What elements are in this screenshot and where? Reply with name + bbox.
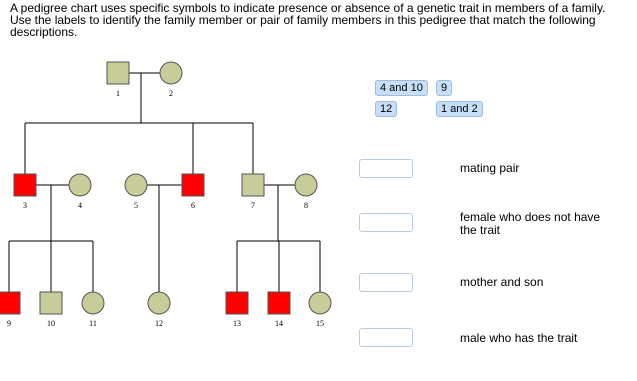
pedigree-label-3: 3 [23, 201, 27, 210]
pedigree-label-13: 13 [233, 319, 241, 328]
description-male-with-trait: male who has the trait [460, 331, 578, 345]
pedigree-member-8 [295, 174, 317, 196]
pedigree-member-12 [148, 292, 170, 314]
pedigree-label-14: 14 [275, 319, 283, 328]
answer-dropzone-4[interactable] [359, 328, 413, 347]
pedigree-member-5 [125, 174, 147, 196]
pedigree-label-9: 9 [7, 319, 11, 328]
pedigree-member-14 [268, 292, 290, 314]
pedigree-label-11: 11 [89, 319, 97, 328]
chip-9[interactable]: 9 [436, 80, 452, 96]
description-mother-and-son: mother and son [460, 275, 544, 289]
description-mating-pair: mating pair [460, 161, 520, 175]
chip-4-and-10[interactable]: 4 and 10 [375, 80, 428, 96]
chip-12[interactable]: 12 [375, 101, 397, 117]
chip-1-and-2[interactable]: 1 and 2 [436, 101, 483, 117]
pedigree-member-6 [182, 174, 204, 196]
pedigree-member-9 [0, 292, 20, 314]
pedigree-member-4 [69, 174, 91, 196]
pedigree-member-1 [107, 62, 129, 84]
pedigree-label-15: 15 [316, 319, 324, 328]
answer-dropzone-1[interactable] [359, 159, 413, 178]
pedigree-label-2: 2 [169, 89, 173, 98]
instructions-text: A pedigree chart uses specific symbols to indicate presence or absence of a genetic trait in members of a family. Use the labels to identify the family member or pair of family members in this pedigree that match the following descriptions. [10, 1, 606, 39]
pedigree-label-7: 7 [251, 201, 255, 210]
pedigree-label-4: 4 [78, 201, 82, 210]
pedigree-label-5: 5 [134, 201, 138, 210]
pedigree-member-11 [82, 292, 104, 314]
pedigree-member-2 [160, 62, 182, 84]
pedigree-member-10 [40, 292, 62, 314]
answer-dropzone-3[interactable] [359, 273, 413, 292]
pedigree-member-15 [309, 292, 331, 314]
description-female-no-trait: female who does not have the trait [460, 210, 601, 237]
pedigree-member-3 [14, 174, 36, 196]
pedigree-label-1: 1 [116, 89, 120, 98]
pedigree-member-7 [242, 174, 264, 196]
pedigree-label-6: 6 [191, 201, 195, 210]
pedigree-member-13 [226, 292, 248, 314]
pedigree-label-8: 8 [304, 201, 308, 210]
answer-dropzone-2[interactable] [359, 213, 413, 232]
pedigree-label-10: 10 [47, 319, 55, 328]
pedigree-label-12: 12 [155, 319, 163, 328]
